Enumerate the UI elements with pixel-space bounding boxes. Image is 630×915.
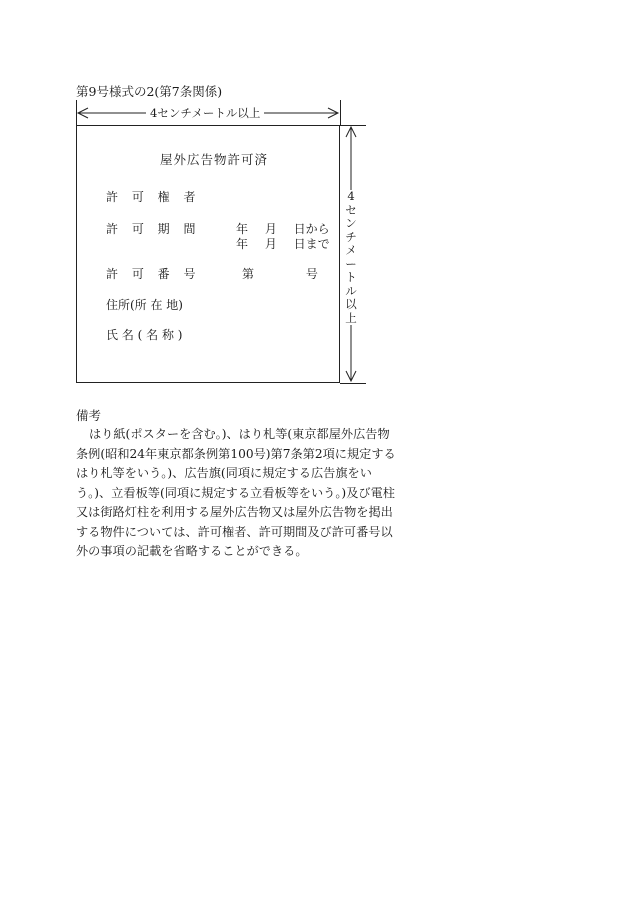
permit-period-to: 年 月 日まで — [236, 237, 330, 251]
vertical-dimension-label: 4センチメートル以上 — [343, 190, 359, 325]
form-heading: 第9号様式の2(第7条関係) — [76, 84, 223, 99]
permit-number-value: 第 号 — [242, 267, 318, 281]
horizontal-dimension-label: 4センチメートル以上 — [146, 105, 264, 121]
permit-period-from: 年 月 日から — [236, 222, 330, 236]
permit-name-label: 氏 名 ( 名 称 ) — [106, 328, 183, 342]
remarks-title: 備考 — [76, 408, 102, 423]
remarks-body: はり紙(ポスターを含む。)、はり札等(東京都屋外広告物条例(昭和24年東京都条例第100号)第7条第2項に規定するはり札等をいう。)、広告旗(同項に規定する広告旗をいう。)、立看板等(同項に規定する立看板等をいう。)及び電柱又は街路灯柱を利用する屋外広告物又は屋外広告物を掲出する物件については、許可権者、許可期間及び許可番号以外の事項の記載を省略することができる。 — [76, 427, 396, 558]
permit-period-label: 許 可 期 間 — [106, 222, 196, 236]
permit-holder-label: 許 可 権 者 — [106, 190, 196, 204]
permit-title: 屋外広告物許可済 — [160, 152, 269, 167]
permit-address-label: 住所(所 在 地) — [106, 298, 183, 312]
permit-number-label: 許 可 番 号 — [106, 267, 196, 281]
